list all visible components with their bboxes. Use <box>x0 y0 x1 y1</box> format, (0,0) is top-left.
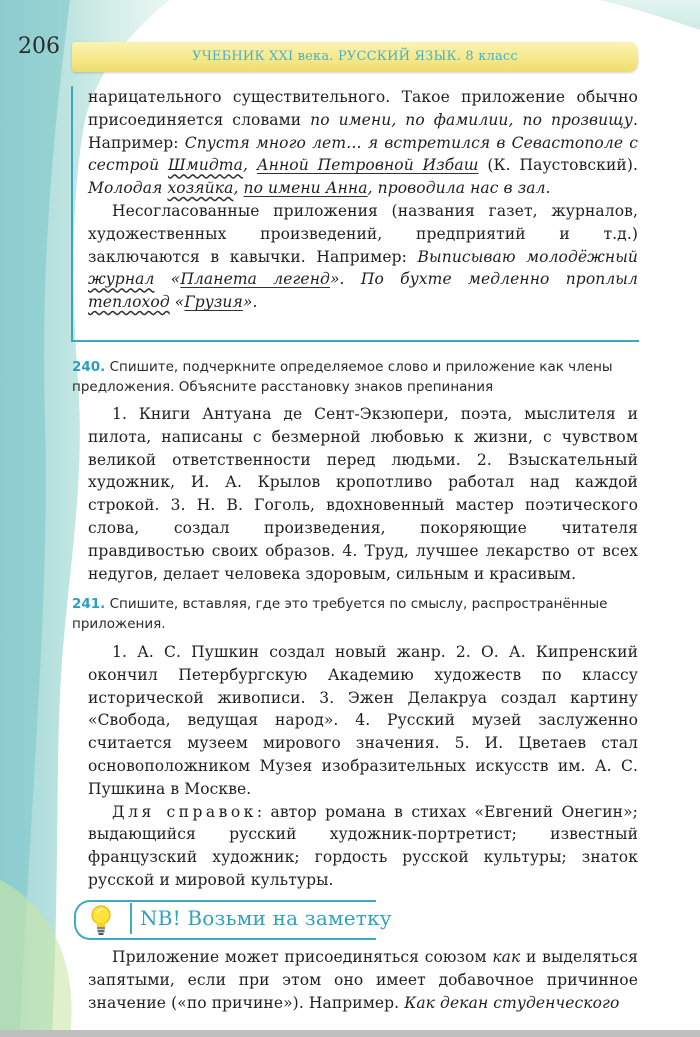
exercise-240-body <box>88 403 638 585</box>
example-text: Спустя много лет… я встретился в Севастополе с сестрой <box>88 133 638 175</box>
text-run: Несогласованные приложения (названия газет, журналов, художественных произведений, предприятий и т.д.) заключаются в кавычки. Например: <box>88 201 638 266</box>
defined-word: Шмидта <box>168 156 243 175</box>
example-text: , <box>242 156 257 175</box>
example-text: как <box>492 948 521 966</box>
exercise-241-body <box>88 641 638 892</box>
text-run: и выделяться запятыми, если при этом оно имеет добавочное причинное значение («по причине»). Например. <box>88 948 638 1012</box>
nb-text <box>88 946 638 1014</box>
example-text: Молодая <box>88 179 168 198</box>
lightbulb-icon <box>83 903 119 937</box>
reference-label: Для справок <box>112 802 257 821</box>
defined-word: хозяйка <box>167 179 234 198</box>
example-text: Выписываю молодёжный <box>417 247 639 266</box>
example-text: « <box>154 270 181 289</box>
exercise-241-number: 241. <box>72 596 106 612</box>
text-run: (К. Паустовский). <box>478 156 639 175</box>
example-text: , <box>233 179 244 198</box>
text-run: нарицательного существительного. Такое приложение обычно присоединяется словами <box>88 88 638 129</box>
example-text: ». По бухте медленно проплыл <box>329 270 638 289</box>
text-run: . Например: <box>88 110 638 152</box>
nb-title: NB! Возьми на заметку <box>140 906 392 930</box>
rule-paragraph-2 <box>88 200 638 314</box>
exercise-240-instruction: 240. Спишите, подчеркните определяемое слово и приложение как члены предложения. Объясните расстановку знаков препинания <box>72 359 613 395</box>
exercise-241-text: 1. А. С. Пушкин создал новый жанр. 2. О. А. Кипренский окончил Петербургскую Академию художеств по классу исторической живописи. 3. Эжен Делакруа создал картину «Свобода, ведущая народ». 4. Русский музей заслуженно считается музеем мирового значения. 5. И. Цветаев стал основоположником Музея изобразительных искусств им. А. С. Пушкина в Москве. <box>88 643 638 798</box>
text-run: Приложение может присоединяться союзом <box>112 948 493 966</box>
defined-word: журнал <box>88 270 155 289</box>
exercise-240-number: 240. <box>72 359 106 375</box>
exercise-241-reference: Для справок: автор романа в стихах «Евгений Онегин»; выдающийся русский художник-портретист; известный французский художник; гордость русской культуры; знаток русской и мировой культуры. <box>88 802 638 889</box>
nb-body <box>88 946 638 1014</box>
example-text: ». <box>242 293 258 312</box>
page-bottom-edge <box>0 1030 700 1037</box>
appositive: Грузия <box>184 293 243 312</box>
page-number: 206 <box>18 34 60 59</box>
exercise-240-text: 1. Книги Антуана де Сент-Экзюпери, поэта, мыслителя и пилота, написаны с безмерной любовью к жизни, с чувством великой ответственности перед людьми. 2. Взыскательный художник, И. А. Крылов кропотливо работал над каждой строкой. 3. Н. В. Гоголь, вдохновенный мастер поэтического слова, создал произведения, покоряющие читателя правдивостью своих образов. 4. Труд, лучшее лекарство от всех недугов, делает человека здоровым, сильным и красивым. <box>88 405 638 583</box>
defined-word: теплоход <box>88 293 170 312</box>
rule-text <box>88 86 638 314</box>
exercise-241-instruction: 241. Спишите, вставляя, где это требуется по смыслу, распространённые приложения. <box>72 596 608 632</box>
running-header: УЧЕБНИК XXI века. РУССКИЙ ЯЗЫК. 8 класс <box>72 42 638 72</box>
example-text: по имени, по фамилии, по прозвищу <box>310 110 633 129</box>
appositive: Планета легенд <box>180 270 330 289</box>
appositive: Анной Петровной Избаш <box>256 156 479 175</box>
appositive: по имени Анна <box>243 179 368 198</box>
example-text: Как декан студенческого <box>404 993 620 1012</box>
rule-paragraph-1 <box>88 86 638 200</box>
nb-divider <box>130 903 132 934</box>
example-text: « <box>169 293 185 312</box>
example-text: , проводила нас в зал. <box>367 179 551 198</box>
